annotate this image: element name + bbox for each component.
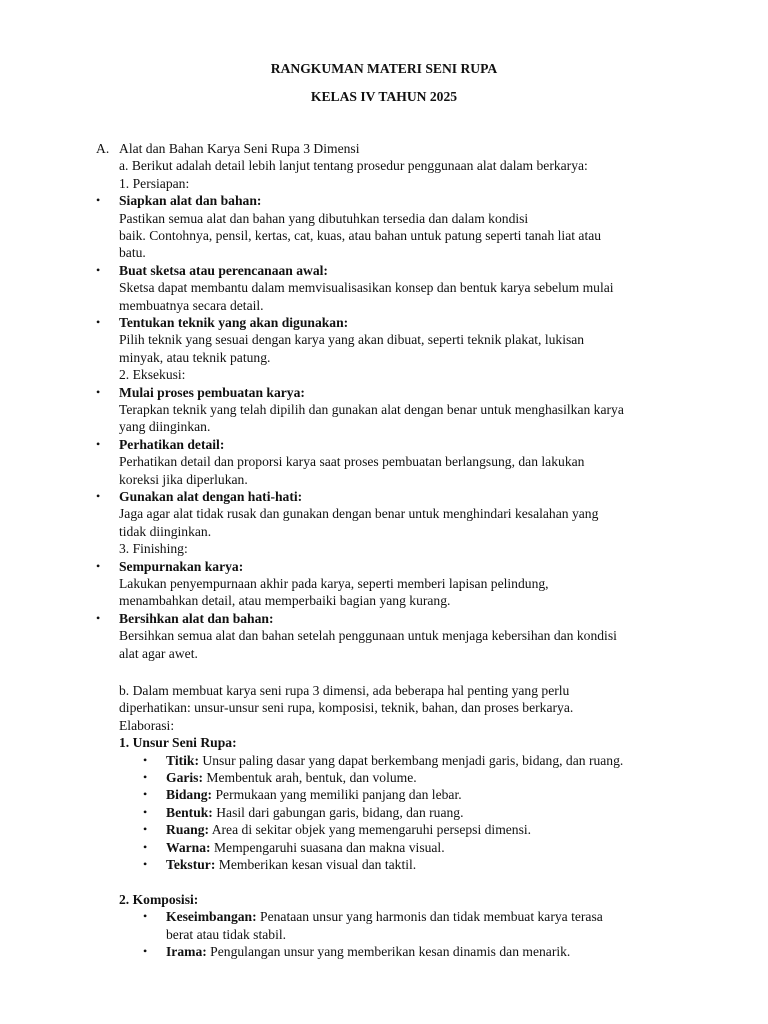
part-b-text: diperhatikan: unsur-unsur seni rupa, komposisi, teknik, bahan, dan proses berkarya.: [119, 700, 574, 716]
list-item-heading: Perhatikan detail:: [119, 436, 225, 452]
list-item: Tekstur: Memberikan kesan visual dan taktil.: [166, 857, 417, 872]
bullet-icon: •: [96, 384, 101, 399]
list-item-text: tidak diinginkan.: [119, 523, 212, 539]
bullet-icon: •: [143, 857, 148, 871]
bullet-icon: •: [96, 436, 101, 451]
list-item-heading: Siapkan alat dan bahan:: [119, 193, 262, 209]
list-item-text: berat atau tidak stabil.: [166, 926, 287, 942]
list-item-text: Lakukan penyempurnaan akhir pada karya, seperti memberi lapisan pelindung,: [119, 576, 549, 591]
bullet-icon: •: [143, 822, 148, 837]
stage-heading: 1. Persiapan:: [119, 175, 190, 191]
list-item-text: Sketsa dapat membantu dalam memvisualisasikan konsep dan bentuk karya sebelum mulai: [119, 280, 614, 296]
part-b-text: Elaborasi:: [119, 717, 175, 733]
bullet-icon: •: [143, 804, 148, 819]
bullet-icon: •: [143, 752, 148, 767]
list-item-heading: Gunakan alat dengan hati-hati:: [119, 489, 303, 504]
list-item-text: minyak, atau teknik patung.: [119, 349, 271, 365]
bullet-icon: •: [96, 610, 101, 625]
list-item-text: Terapkan teknik yang telah dipilih dan gunakan alat dengan benar untuk menghasilkan karya: [119, 402, 624, 417]
list-item-text: Bersihkan semua alat dan bahan setelah penggunaan untuk menjaga kebersihan dan kondisi: [119, 628, 617, 644]
list-item: Bentuk: Hasil dari gabungan garis, bidang, dan ruang.: [166, 804, 464, 820]
list-item-text: Pilih teknik yang sesuai dengan karya yang akan dibuat, seperti teknik plakat, lukisan: [119, 332, 585, 348]
list-item-heading: Buat sketsa atau perencanaan awal:: [119, 262, 328, 278]
list-item-text: yang diinginkan.: [119, 419, 211, 435]
list-item-text: Pastikan semua alat dan bahan yang dibutuhkan tersedia dan dalam kondisi: [119, 210, 529, 226]
list-item-text: batu.: [119, 245, 146, 261]
list-item-heading: Bersihkan alat dan bahan:: [119, 610, 274, 626]
section-a-title: Alat dan Bahan Karya Seni Rupa 3 Dimensi: [119, 141, 360, 156]
bullet-icon: •: [96, 558, 101, 573]
list-item: Warna: Mempengaruhi suasana dan makna visual.: [166, 839, 445, 855]
list-item: Keseimbangan: Penataan unsur yang harmonis dan tidak membuat karya terasa: [166, 909, 603, 925]
list-item-text: Perhatikan detail dan proporsi karya saat proses pembuatan berlangsung, dan lakukan: [119, 454, 585, 470]
document-subtitle: KELAS IV TAHUN 2025: [310, 89, 458, 104]
stage-heading: 2. Eksekusi:: [119, 367, 186, 383]
part-b-text: b. Dalam membuat karya seni rupa 3 dimensi, ada beberapa hal penting yang perlu: [119, 683, 570, 698]
list-item-text: koreksi jika diperlukan.: [119, 471, 248, 487]
list-item: Ruang: Area di sekitar objek yang memengaruhi persepsi dimensi.: [166, 822, 532, 838]
section-a-marker: A.: [96, 141, 110, 156]
part-a-intro: a. Berikut adalah detail lebih lanjut tentang prosedur penggunaan alat dalam berkarya:: [119, 158, 588, 174]
list-item-heading: Mulai proses pembuatan karya:: [119, 384, 305, 400]
komposisi-heading: 2. Komposisi:: [119, 892, 199, 907]
bullet-icon: •: [143, 787, 148, 802]
stage-heading: 3. Finishing:: [119, 541, 188, 557]
unsur-heading: 1. Unsur Seni Rupa:: [119, 735, 237, 751]
list-item-text: alat agar awet.: [119, 645, 198, 661]
bullet-icon: •: [96, 262, 101, 277]
bullet-icon: •: [143, 770, 148, 784]
bullet-icon: •: [96, 315, 101, 329]
bullet-icon: •: [143, 909, 148, 924]
list-item: Irama: Pengulangan unsur yang memberikan kesan dinamis dan menarik.: [166, 944, 571, 960]
list-item-heading: Tentukan teknik yang akan digunakan:: [119, 315, 349, 330]
list-item: Bidang: Permukaan yang memiliki panjang dan lebar.: [166, 787, 462, 803]
list-item: Titik: Unsur paling dasar yang dapat berkembang menjadi garis, bidang, dan ruang.: [166, 752, 624, 768]
list-item-heading: Sempurnakan karya:: [119, 558, 244, 574]
list-item-text: Jaga agar alat tidak rusak dan gunakan dengan benar untuk menghindari kesalahan yang: [119, 506, 599, 522]
bullet-icon: •: [96, 193, 101, 208]
bullet-icon: •: [96, 489, 101, 503]
bullet-icon: •: [143, 944, 148, 959]
list-item-text: membuatnya secara detail.: [119, 297, 264, 313]
document-title: RANGKUMAN MATERI SENI RUPA: [270, 61, 498, 76]
list-item-text: baik. Contohnya, pensil, kertas, cat, kuas, atau bahan untuk patung seperti tanah liat atau: [119, 228, 602, 243]
list-item-text: menambahkan detail, atau memperbaiki bagian yang kurang.: [119, 593, 451, 609]
bullet-icon: •: [143, 839, 148, 854]
list-item: Garis: Membentuk arah, bentuk, dan volume.: [166, 770, 417, 785]
